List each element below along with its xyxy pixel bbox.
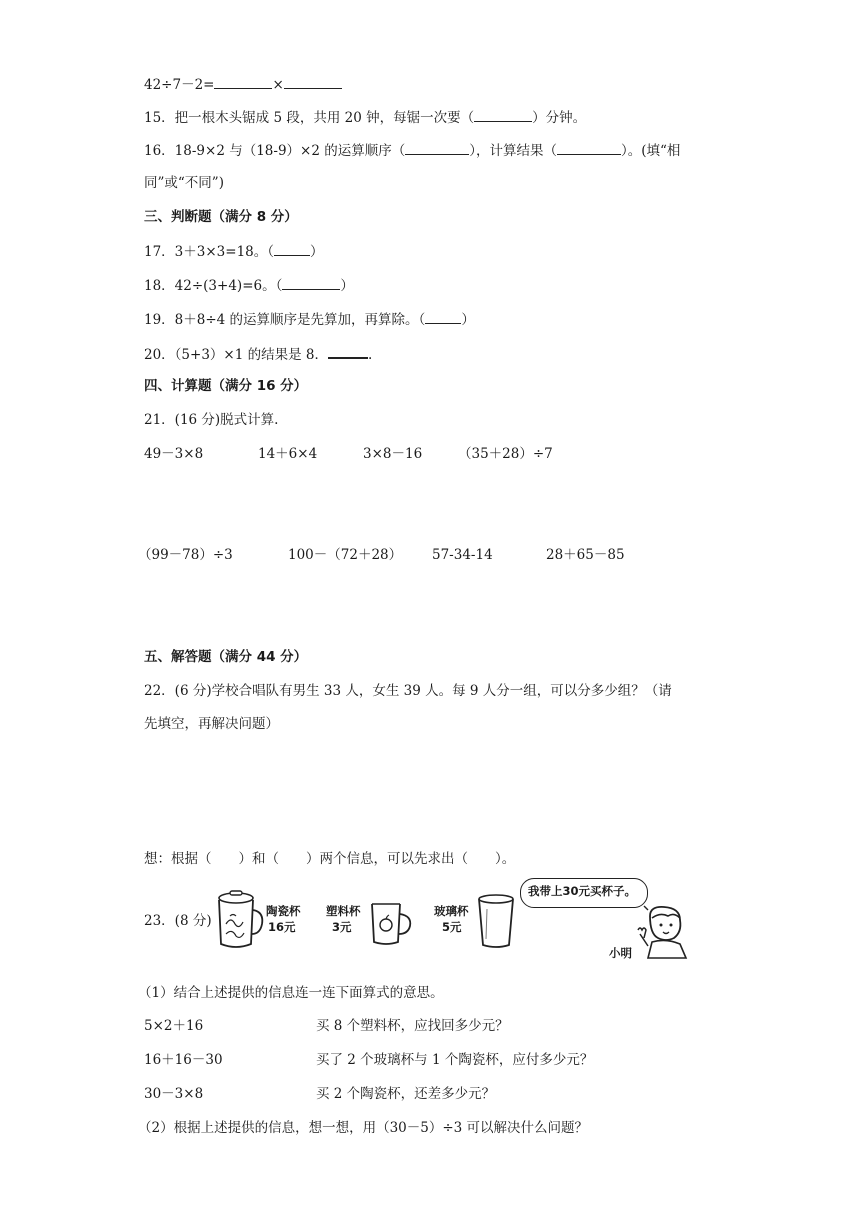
section-5-heading: 五、解答题（满分 44 分） xyxy=(144,649,308,665)
question-22-think: 想：根据（ ）和（ ）两个信息，可以先求出（ ）。 xyxy=(144,851,516,867)
match-expr: 30－3×8 xyxy=(144,1086,204,1102)
q16-text-a: 16．18-9×2 与（18-9）×2 的运算顺序（ xyxy=(144,143,406,159)
calc-item: 14＋6×4 xyxy=(258,446,318,462)
q17-text-b: ） xyxy=(310,244,324,260)
match-meaning: 买了 2 个玻璃杯与 1 个陶瓷杯，应付多少元？ xyxy=(316,1052,594,1068)
calc-item: 100－（72＋28） xyxy=(288,547,403,563)
speech-text: 我带上30元买杯子。 xyxy=(528,884,637,898)
question-22-line-1: 22．(6 分)学校合唱队有男生 33 人，女生 39 人。每 9 人分一组，可以分多少组？（请 xyxy=(144,683,672,699)
q14-times: × xyxy=(272,77,284,93)
q14-blank-1[interactable] xyxy=(214,74,272,89)
q18-text-b: ） xyxy=(340,278,354,294)
calc-item: 49－3×8 xyxy=(144,446,204,462)
question-16-line-1 xyxy=(144,140,680,161)
q20-text-a: 20．（5+3）×1 的结果是 8． xyxy=(144,347,328,363)
plastic-cup-icon xyxy=(368,898,414,948)
ceramic-mug-icon xyxy=(214,890,266,954)
cup-price: 5元 xyxy=(442,920,462,934)
calc-item: 3×8－16 xyxy=(363,446,423,462)
section-3-heading: 三、判断题（满分 8 分） xyxy=(144,209,298,225)
match-meaning: 买 8 个塑料杯，应找回多少元？ xyxy=(316,1018,509,1034)
q18-blank[interactable] xyxy=(282,275,340,290)
q19-blank[interactable] xyxy=(425,309,461,324)
question-17 xyxy=(144,241,324,262)
cup-price: 3元 xyxy=(332,920,352,934)
section-4-heading: 四、计算题（满分 16 分） xyxy=(144,378,308,394)
q17-text-a: 17．3＋3×3=18。（ xyxy=(144,244,274,260)
question-23-stem: 23．(8 分) xyxy=(144,913,212,929)
question-22-line-2: 先填空，再解决问题） xyxy=(144,716,279,732)
question-19 xyxy=(144,309,475,330)
question-20 xyxy=(144,343,372,365)
question-15 xyxy=(144,107,586,128)
cup-price: 16元 xyxy=(268,920,296,934)
q17-blank[interactable] xyxy=(274,241,310,256)
calc-item: （99－78）÷3 xyxy=(138,547,233,563)
match-expr: 5×2＋16 xyxy=(144,1018,204,1034)
q14-expr: 42÷7－2= xyxy=(144,77,215,93)
match-meaning: 买 2 个陶瓷杯，还差多少元？ xyxy=(316,1086,496,1102)
glass-cup-icon xyxy=(476,893,516,951)
question-18 xyxy=(144,275,354,296)
q14-tail xyxy=(144,74,342,95)
q19-text-b: ） xyxy=(461,312,475,328)
q20-blank[interactable] xyxy=(328,343,368,359)
question-21-stem: 21．(16 分)脱式计算. xyxy=(144,412,279,428)
match-expr: 16＋16－30 xyxy=(144,1052,223,1068)
q15-text-b: ）分钟。 xyxy=(532,110,587,126)
calc-item: 28＋65－85 xyxy=(546,547,625,563)
q16-blank-2[interactable] xyxy=(557,140,621,155)
cup-name: 塑料杯 xyxy=(326,904,361,918)
q18-text-a: 18．42÷(3+4)=6。（ xyxy=(144,278,283,294)
q15-text-a: 15．把一根木头锯成 5 段，共用 20 钟，每锯一次要（ xyxy=(144,110,475,126)
q20-text-b: . xyxy=(368,347,373,363)
q16-blank-1[interactable] xyxy=(405,140,469,155)
calc-item: （35＋28）÷7 xyxy=(458,446,553,462)
person-name: 小明 xyxy=(609,946,632,960)
q19-text-a: 19．8＋8÷4 的运算顺序是先算加，再算除。（ xyxy=(144,312,426,328)
q23-part-1: （1）结合上述提供的信息连一连下面算式的意思。 xyxy=(138,985,444,1001)
q23-part-2: （2）根据上述提供的信息，想一想，用（30－5）÷3 可以解决什么问题？ xyxy=(138,1120,589,1136)
q15-blank[interactable] xyxy=(474,107,532,122)
q16-text-b: ），计算结果（ xyxy=(469,143,557,159)
calc-item: 57-34-14 xyxy=(432,547,493,563)
q16-text-c: ）。(填“相 xyxy=(620,143,681,159)
boy-icon xyxy=(628,906,698,960)
cup-name: 玻璃杯 xyxy=(434,904,469,918)
q14-blank-2[interactable] xyxy=(284,74,342,89)
question-16-line-2: 同”或“不同”) xyxy=(144,175,224,191)
cup-name: 陶瓷杯 xyxy=(266,904,301,918)
